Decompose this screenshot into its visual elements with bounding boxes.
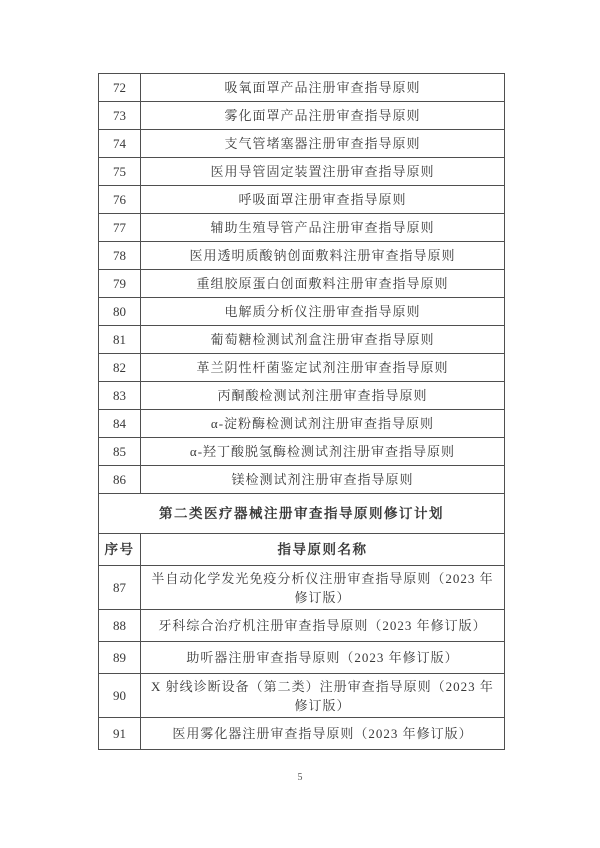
guideline-name: 辅助生殖导管产品注册审查指导原则 (141, 214, 505, 242)
guideline-name: 革兰阴性杆菌鉴定试剂注册审查指导原则 (141, 354, 505, 382)
table-row (99, 354, 505, 382)
row-number: 85 (99, 438, 141, 466)
guideline-name: 医用透明质酸钠创面敷料注册审查指导原则 (141, 242, 505, 270)
row-number: 72 (99, 74, 141, 102)
table-row (99, 186, 505, 214)
guideline-name: 重组胶原蛋白创面敷料注册审查指导原则 (141, 270, 505, 298)
table-row (99, 566, 505, 610)
section-title: 第二类医疗器械注册审查指导原则修订计划 (99, 494, 505, 534)
row-number: 77 (99, 214, 141, 242)
table-row (99, 410, 505, 438)
guideline-name: 镁检测试剂注册审查指导原则 (141, 466, 505, 494)
table-row (99, 74, 505, 102)
row-number: 84 (99, 410, 141, 438)
table-row (99, 718, 505, 750)
guideline-name: 牙科综合治疗机注册审查指导原则（2023 年修订版） (141, 610, 505, 642)
table-row (99, 214, 505, 242)
column-header-no: 序号 (99, 534, 141, 566)
row-number: 79 (99, 270, 141, 298)
guideline-name: 丙酮酸检测试剂注册审查指导原则 (141, 382, 505, 410)
table-header-row (99, 534, 505, 566)
guideline-name: 支气管堵塞器注册审查指导原则 (141, 130, 505, 158)
guideline-name: 半自动化学发光免疫分析仪注册审查指导原则（2023 年修订版） (141, 566, 505, 610)
row-number: 76 (99, 186, 141, 214)
row-number: 81 (99, 326, 141, 354)
row-number: 83 (99, 382, 141, 410)
guideline-name: 呼吸面罩注册审查指导原则 (141, 186, 505, 214)
guideline-name: 葡萄糖检测试剂盒注册审查指导原则 (141, 326, 505, 354)
row-number: 88 (99, 610, 141, 642)
row-number: 78 (99, 242, 141, 270)
table-row (99, 298, 505, 326)
guideline-name: α-羟丁酸脱氢酶检测试剂注册审查指导原则 (141, 438, 505, 466)
guideline-name: 电解质分析仪注册审查指导原则 (141, 298, 505, 326)
row-number: 82 (99, 354, 141, 382)
guideline-name: 医用导管固定装置注册审查指导原则 (141, 158, 505, 186)
guideline-name: X 射线诊断设备（第二类）注册审查指导原则（2023 年修订版） (141, 674, 505, 718)
table-row (99, 130, 505, 158)
row-number: 90 (99, 674, 141, 718)
row-number: 89 (99, 642, 141, 674)
guideline-name: 雾化面罩产品注册审查指导原则 (141, 102, 505, 130)
column-header-name: 指导原则名称 (141, 534, 505, 566)
guideline-table (98, 73, 505, 750)
row-number: 91 (99, 718, 141, 750)
row-number: 74 (99, 130, 141, 158)
table-row (99, 242, 505, 270)
table-row (99, 158, 505, 186)
guideline-name: 医用雾化器注册审查指导原则（2023 年修订版） (141, 718, 505, 750)
table-row (99, 382, 505, 410)
table-row (99, 642, 505, 674)
row-number: 87 (99, 566, 141, 610)
guideline-name: 助听器注册审查指导原则（2023 年修订版） (141, 642, 505, 674)
guideline-name: 吸氧面罩产品注册审查指导原则 (141, 74, 505, 102)
table-row (99, 102, 505, 130)
guideline-name: α-淀粉酶检测试剂注册审查指导原则 (141, 410, 505, 438)
row-number: 75 (99, 158, 141, 186)
table-row (99, 326, 505, 354)
table-row (99, 674, 505, 718)
table-row (99, 438, 505, 466)
page-number: 5 (297, 772, 303, 783)
section-title-row (99, 494, 505, 534)
table-row (99, 270, 505, 298)
row-number: 86 (99, 466, 141, 494)
table-row (99, 610, 505, 642)
row-number: 73 (99, 102, 141, 130)
row-number: 80 (99, 298, 141, 326)
table-row (99, 466, 505, 494)
